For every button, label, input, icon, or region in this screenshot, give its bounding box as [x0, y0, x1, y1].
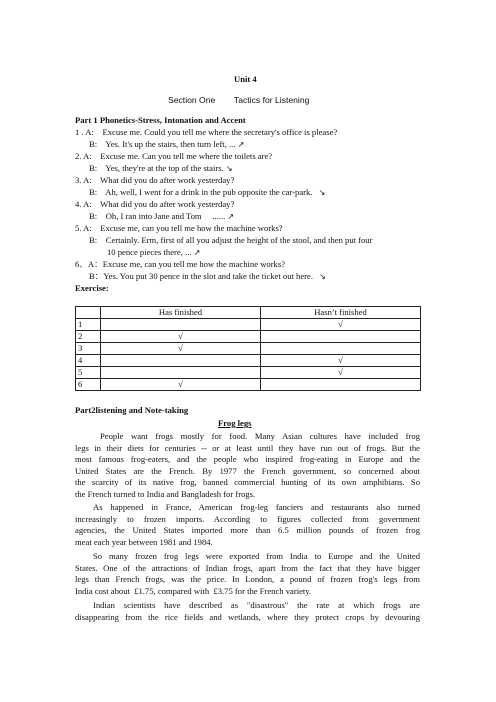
- row-number: 4: [76, 355, 101, 367]
- table-row: [76, 367, 421, 379]
- dialogue-6-b: [89, 271, 326, 282]
- dialogue-1-a: 1 . A: Excuse me. Could you tell me where the secretary's office is please?: [75, 127, 338, 137]
- has-finished-cell: [101, 355, 261, 367]
- table-row: [76, 379, 421, 391]
- dialogue-5-b-cont-text: 10 pence pieces there, ...: [107, 247, 192, 257]
- paragraph-line: legs than French frogs, was the price. In London, a pound of frozen frog's legs from: [75, 574, 420, 584]
- rising-intonation-icon: ↗: [227, 212, 235, 221]
- table-header-has-finished: Has finished: [101, 307, 261, 319]
- paragraph-line: increasingly to frozen imports. According to figures collected from government: [75, 513, 420, 524]
- unit-heading: Unit 4: [234, 74, 257, 84]
- hasnt-finished-cell: [261, 343, 421, 355]
- dialogue-2-b: [89, 163, 233, 174]
- paragraph-line: the scarcity of its native frog, banned commercial hunting of its own amphibians. So: [75, 477, 420, 487]
- dialogue-2-b-text: B: Yes, they're at the top of the stairs.: [89, 163, 224, 173]
- row-number: 2: [76, 331, 101, 343]
- dialogue-1-b: [89, 139, 244, 150]
- dialogue-6-b-text: B：Yes. You put 30 pence in the slot and take the ticket out here.: [89, 271, 313, 281]
- paragraph-line: Indian scientists have described as "disastrous" the rate at which frogs are: [93, 600, 420, 610]
- table-row: [76, 355, 421, 367]
- dialogue-5-b-cont: [107, 247, 200, 258]
- has-finished-cell: √: [101, 379, 261, 391]
- dialogue-3-a: 3. A: What did you do after work yesterday?: [75, 175, 235, 185]
- has-finished-cell: √: [101, 343, 261, 355]
- section-label: Section One: [168, 95, 216, 105]
- dialogue-5-b: B: Certainly. Erm, first of all you adjust the height of the stool, and then put four: [89, 235, 373, 245]
- dialogue-6-a: 6、A：Excuse me, can you tell me how the machine works?: [75, 259, 286, 269]
- table-row: [76, 343, 421, 355]
- row-number: 6: [76, 379, 101, 391]
- falling-intonation-icon: ↘: [318, 188, 326, 197]
- paragraph-1: [75, 431, 420, 500]
- dialogue-4-b-text: B: Oh, I ran into Jane and Tom ......: [89, 211, 226, 221]
- part2-title: Part2listening and Note-taking: [75, 405, 189, 415]
- section-title: Tactics for Listening: [233, 95, 310, 105]
- exercise-table: [75, 306, 421, 391]
- paragraph-2: [75, 502, 420, 548]
- table-header-cell: [76, 307, 101, 319]
- has-finished-cell: [101, 367, 261, 379]
- part1-title: Part 1 Phonetics-Stress, Intonation and Accent: [75, 115, 246, 125]
- paragraph-line: most famous frog-eaters, and the people who inspired frog-eating in Europe and the: [75, 454, 420, 464]
- paragraph-line: United States are the French. By 1977 the French government, so concerned about: [75, 465, 420, 476]
- paragraph-line: legs in their diets for centuries -- or at least until they have run out of frogs. But the: [75, 442, 420, 453]
- paragraph-3: [75, 551, 420, 597]
- paragraph-line: the French turned to India and Bangladesh for frogs.: [75, 488, 256, 499]
- dialogue-3-b-text: B: Ah, well, I went for a drink in the pub opposite the car-park.: [89, 187, 313, 197]
- paragraph-line: meat each year between 1981 and 1984.: [75, 536, 213, 547]
- row-number: 1: [76, 319, 101, 331]
- table-row: [76, 331, 421, 343]
- row-number: 5: [76, 367, 101, 379]
- hasnt-finished-cell: [261, 331, 421, 343]
- table-header-row: [76, 307, 421, 319]
- paragraph-line: States. One of the attractions of Indian frogs, apart from the fact that they have bigger: [75, 562, 420, 573]
- article-title: Frog legs: [218, 418, 252, 428]
- exercise-label: Exercise:: [75, 283, 109, 293]
- paragraph-line: disappearing from the rice fields and wetlands, where they protect crops by devouring: [75, 611, 420, 622]
- falling-intonation-icon: ↘: [225, 164, 233, 173]
- rising-intonation-icon: ↗: [193, 248, 201, 257]
- dialogue-5-a: 5. A: Excuse me, can you tell me how the machine works?: [75, 223, 283, 233]
- row-number: 3: [76, 343, 101, 355]
- dialogue-3-b: [89, 187, 325, 198]
- paragraph-line: India cost about £1.75, compared with £3.75 for the French variety.: [75, 585, 312, 596]
- hasnt-finished-cell: √: [261, 319, 421, 331]
- paragraph-line: As happened in France, American frog-leg fanciers and restaurants also turned: [93, 502, 420, 512]
- paragraph-line: People want frogs mostly for food. Many Asian cultures have included frog: [100, 431, 420, 441]
- paragraph-line: agencies, the United States imported more than 6.5 million pounds of frozen frog: [75, 525, 420, 535]
- rising-intonation-icon: ↗: [237, 140, 245, 149]
- table-header-hasnt-finished: Hasn’t finished: [261, 307, 421, 319]
- dialogue-1-b-text: B: Yes. It's up the stairs, then turn left, ...: [89, 139, 236, 149]
- has-finished-cell: [101, 319, 261, 331]
- dialogue-4-a: 4. A: What did you do after work yesterday?: [75, 199, 235, 209]
- dialogue-2-a: 2. A: Excuse me. Can you tell me where the toilets are?: [75, 151, 273, 161]
- has-finished-cell: √: [101, 331, 261, 343]
- hasnt-finished-cell: √: [261, 355, 421, 367]
- dialogue-4-b: [89, 211, 234, 222]
- paragraph-line: So many frozen frog legs were exported from India to Europe and the United: [93, 551, 420, 561]
- hasnt-finished-cell: [261, 379, 421, 391]
- hasnt-finished-cell: √: [261, 367, 421, 379]
- falling-intonation-icon: ↘: [319, 272, 326, 281]
- paragraph-4: [75, 600, 420, 623]
- section-heading: [168, 95, 309, 106]
- table-row: [76, 319, 421, 331]
